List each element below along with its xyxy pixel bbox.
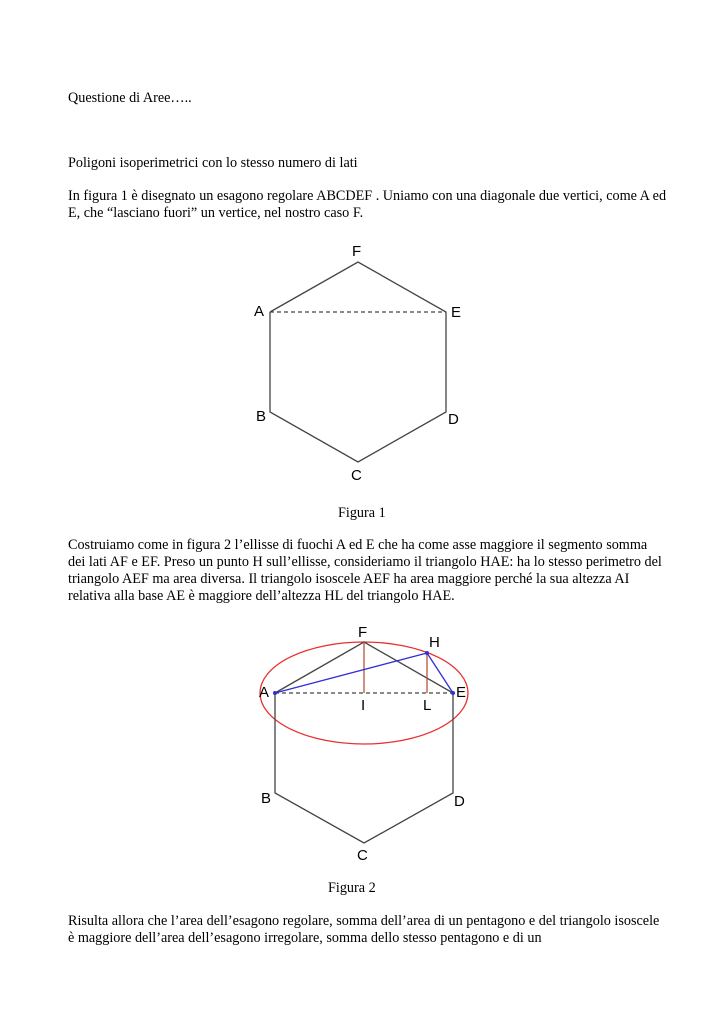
point-e <box>451 691 455 695</box>
document-title: Questione di Aree….. <box>68 90 192 106</box>
label-f: F <box>358 624 368 641</box>
label-b: B <box>256 408 267 425</box>
hexagon-outline <box>275 642 453 843</box>
label-i: I <box>361 697 366 714</box>
label-l: L <box>423 697 432 714</box>
label-a: A <box>259 684 270 701</box>
label-d: D <box>448 411 459 428</box>
label-c: C <box>357 847 368 864</box>
document-subtitle: Poligoni isoperimetrici con lo stesso numero di lati <box>68 155 358 171</box>
ellipse <box>260 642 468 744</box>
point-h <box>425 651 429 655</box>
figure-2-caption: Figura 2 <box>328 880 376 896</box>
label-c: C <box>351 467 362 484</box>
label-a: A <box>254 303 265 320</box>
label-e: E <box>451 304 462 321</box>
hexagon-outline <box>270 262 446 462</box>
label-e: E <box>456 684 467 701</box>
label-d: D <box>454 793 465 810</box>
figure-1-caption: Figura 1 <box>338 505 386 521</box>
segment-ah <box>275 653 427 693</box>
paragraph-2: Costruiamo come in figura 2 l’ellisse di fuochi A ed E che ha come asse maggiore il segmento somma dei lati AF e EF. Preso un punto H sull’ellisse, consideriamo il triangolo HAE: ha lo stesso perimetro del triangolo AEF ma area diversa. Il triangolo isoscele AEF ha area maggiore perché la sua altezza AI relativa alla base AE è maggiore dell’altezza HL del triangolo HAE. <box>68 537 662 604</box>
paragraph-3: Risulta allora che l’area dell’esagono regolare, somma dell’area di un pentagono e del triangolo isoscele è maggiore dell’area dell’esagono irregolare, somma dello stesso pentagono e di un <box>68 913 660 946</box>
point-a <box>273 691 277 695</box>
paragraph-1: In figura 1 è disegnato un esagono regolare ABCDEF . Uniamo con una diagonale due vertici, come A ed E, che “lasciano fuori” un vertice, nel nostro caso F. <box>68 188 667 221</box>
label-b: B <box>261 790 272 807</box>
label-f: F <box>352 243 362 260</box>
segment-he <box>427 653 453 693</box>
label-h: H <box>429 634 440 651</box>
